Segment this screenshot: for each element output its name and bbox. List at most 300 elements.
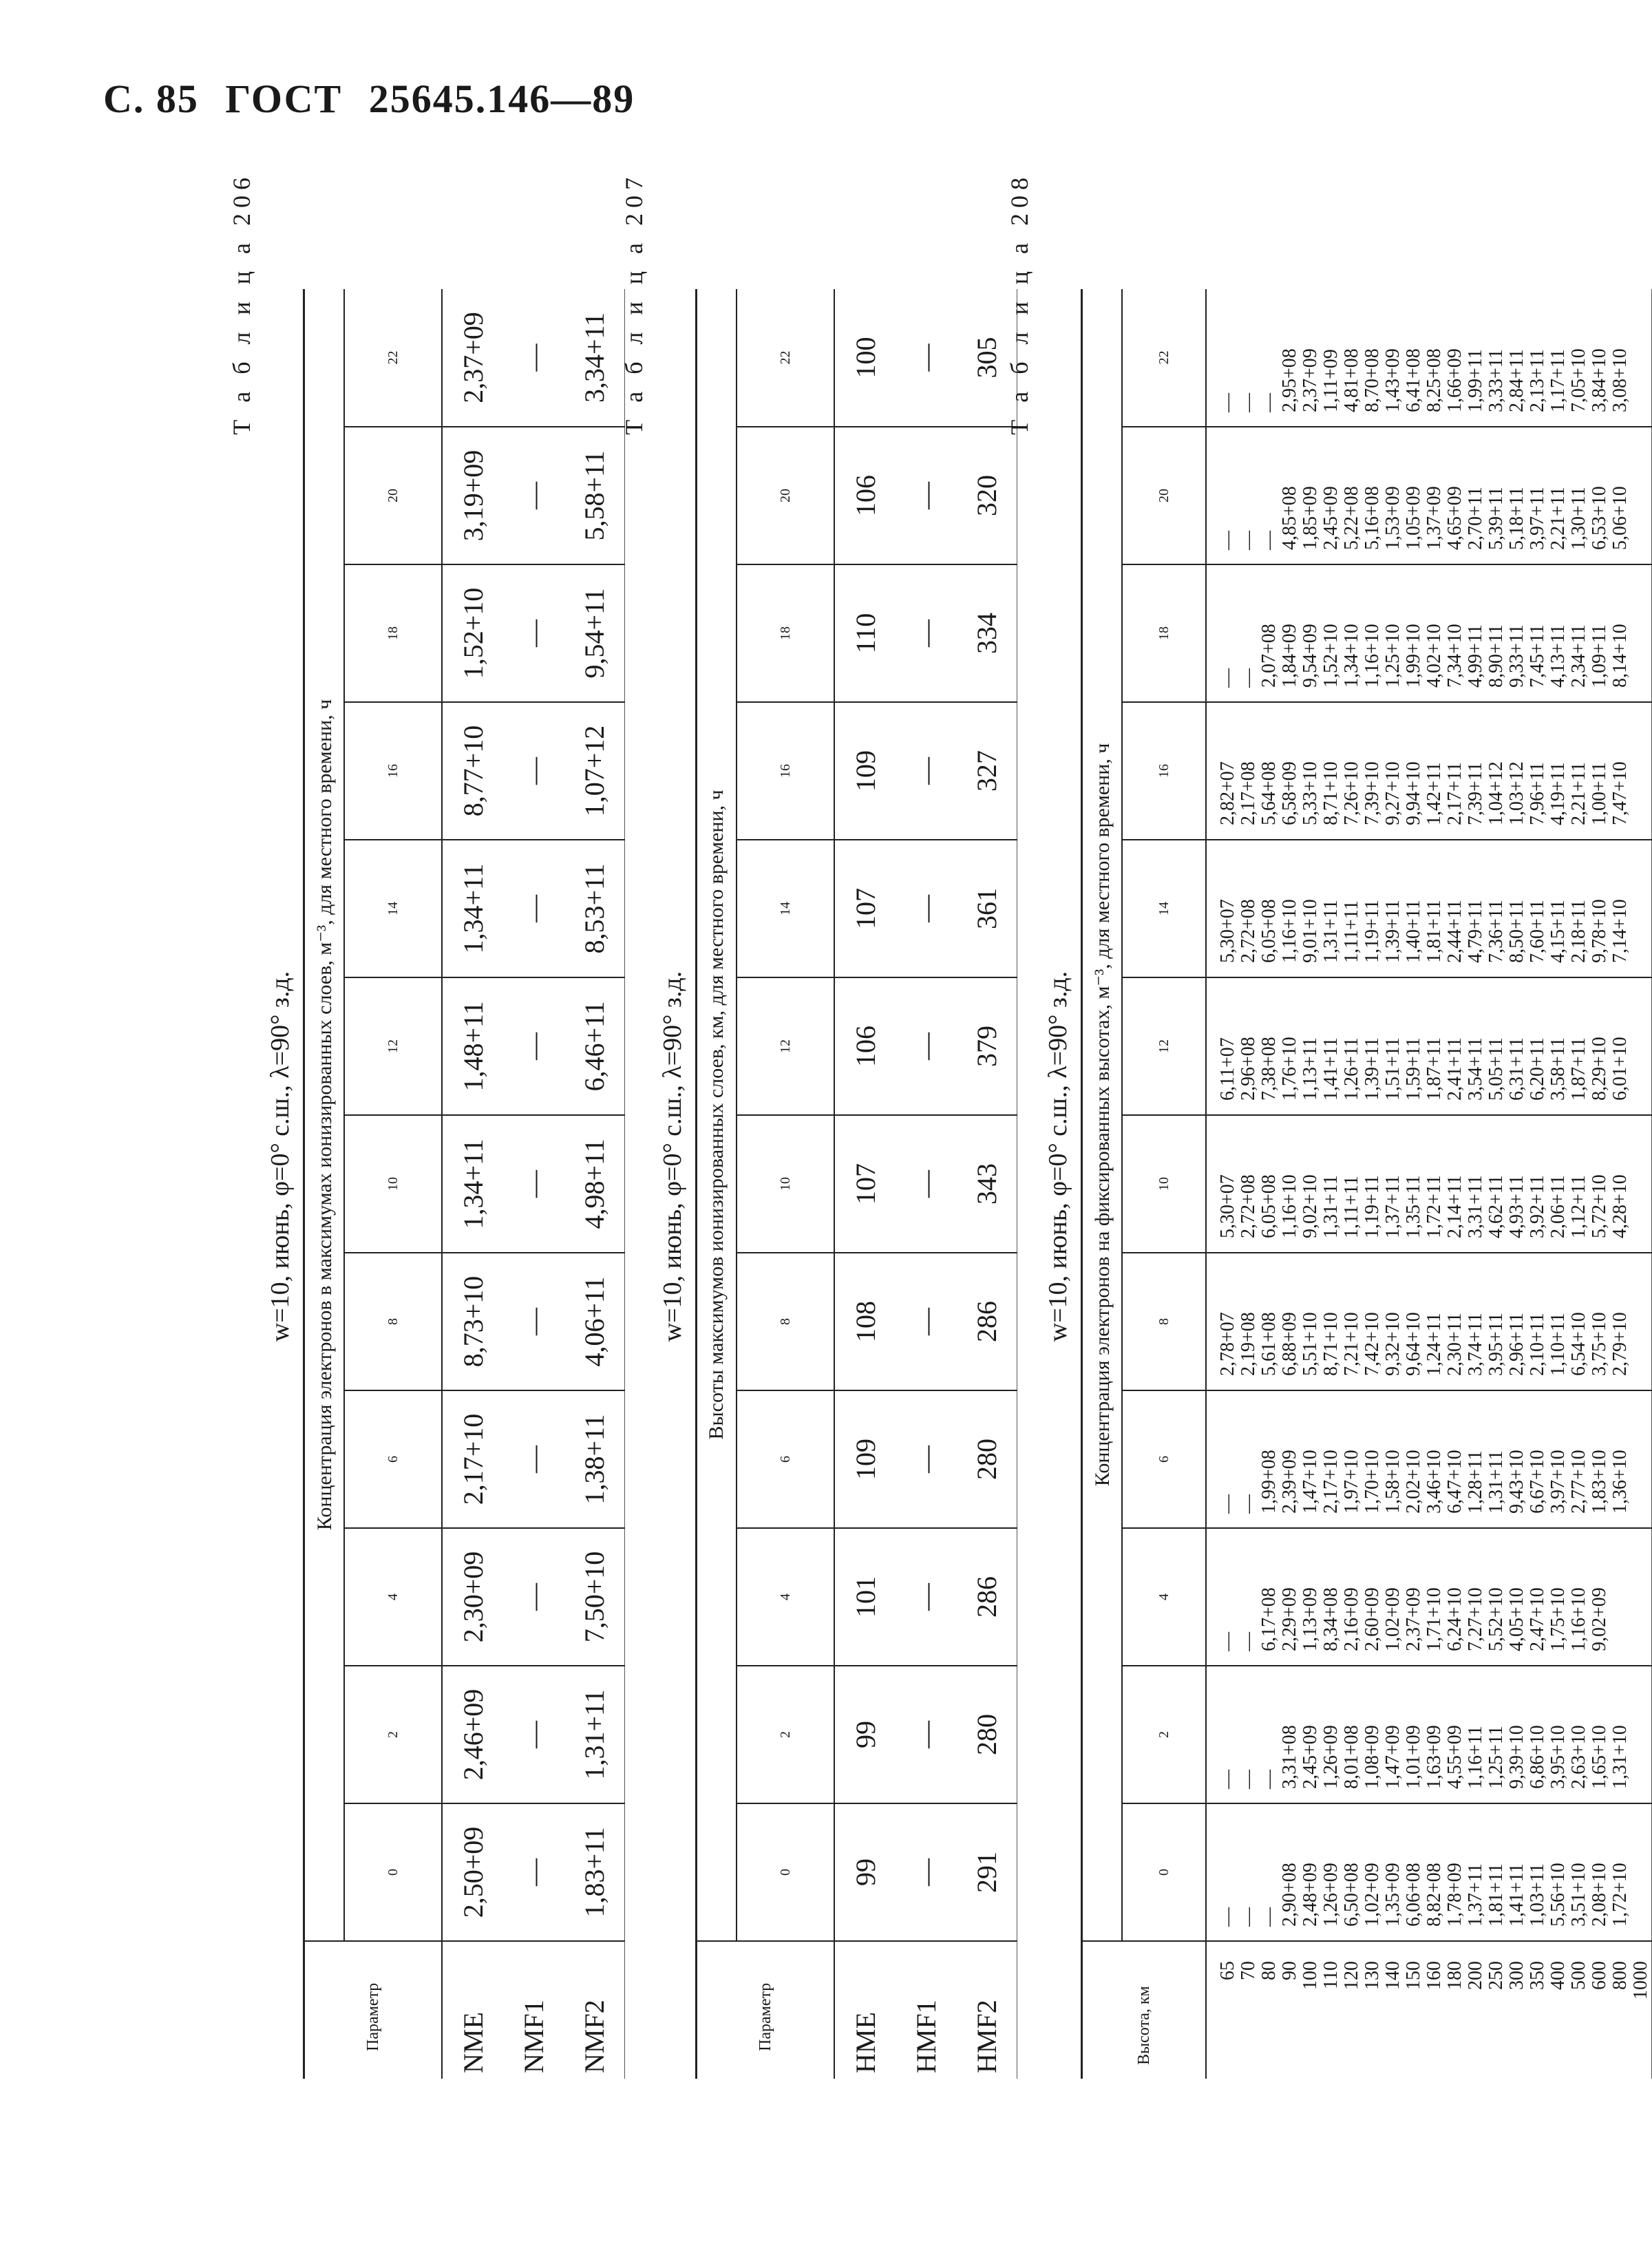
table-row <box>834 289 896 2079</box>
table-body-row <box>1206 289 1652 2079</box>
cell-value: 9,02+10 <box>1300 1174 1321 1238</box>
cell-value: 1,39+11 <box>1382 900 1404 963</box>
table-207-title: w=10, июнь, φ=0° с.ш., λ=90° з.д. <box>658 971 687 1342</box>
hour-header: 0 <box>1122 1803 1206 1941</box>
cell-value: 7,39+11 <box>1465 762 1486 825</box>
cell-value: 3,92+11 <box>1527 1175 1548 1238</box>
values-cell <box>1206 840 1652 977</box>
cell-value: 3,33+11 <box>1485 349 1507 412</box>
cell-value: 2,45+09 <box>1300 1725 1321 1789</box>
cell-value: 1,08+09 <box>1362 1725 1383 1789</box>
cell-value: — <box>503 1528 564 1666</box>
hour-header: 14 <box>1122 840 1206 977</box>
cell-value: — <box>896 564 956 702</box>
values-cell <box>1206 1115 1652 1253</box>
cell-value: 8,90+11 <box>1485 624 1507 688</box>
cell-value: 8,70+08 <box>1362 348 1383 412</box>
cell-value: 2,17+10 <box>1320 1450 1342 1514</box>
cell-value: 1,11+11 <box>1341 1176 1362 1238</box>
cell-value: — <box>1217 668 1238 688</box>
cell-value: 9,94+10 <box>1403 761 1424 825</box>
cell-value: 9,54+11 <box>564 564 625 702</box>
cell-value: 6,11+07 <box>1217 1037 1238 1101</box>
cell-value: 2,19+08 <box>1238 1312 1259 1376</box>
hour-header: 6 <box>344 1390 442 1528</box>
cell-value: 5,06+10 <box>1609 486 1631 550</box>
hour-header: 10 <box>344 1115 442 1253</box>
table-row <box>564 289 625 2079</box>
cell-value: 8,73+10 <box>442 1253 503 1390</box>
cell-value: 1,31+11 <box>1320 900 1342 963</box>
cell-value: 1,81+11 <box>1423 900 1445 963</box>
cell-value: 5,30+07 <box>1217 899 1238 963</box>
cell-value: 1,42+11 <box>1423 762 1445 825</box>
height-value: 1000 <box>1630 1961 1651 2000</box>
cell-value: 3,95+11 <box>1485 1313 1507 1376</box>
cell-value: 6,17+08 <box>1258 1587 1280 1651</box>
cell-value: 2,70+11 <box>1465 487 1486 550</box>
cell-value: — <box>503 1390 564 1528</box>
cell-value: 2,21+11 <box>1547 487 1569 550</box>
cell-value: 1,34+10 <box>1341 624 1362 688</box>
cell-value: 1,30+11 <box>1568 487 1589 550</box>
cell-value: 5,39+11 <box>1485 487 1507 550</box>
hour-header: 14 <box>737 840 834 977</box>
cell-value: 110 <box>834 564 896 702</box>
cell-value: 4,99+11 <box>1465 624 1486 688</box>
height-value: 200 <box>1465 1961 1486 1990</box>
cell-value: 1,48+11 <box>442 977 503 1115</box>
height-value: 120 <box>1341 1961 1362 1990</box>
cell-value: 2,46+09 <box>442 1666 503 1803</box>
cell-value: 2,14+11 <box>1444 1175 1465 1238</box>
cell-value: 286 <box>956 1528 1017 1666</box>
hour-header: 4 <box>1122 1528 1206 1666</box>
cell-value: 2,16+09 <box>1341 1587 1362 1651</box>
cell-value: — <box>1258 1770 1280 1789</box>
cell-value: 1,11+11 <box>1341 900 1362 963</box>
cell-value: 1,47+10 <box>1300 1450 1321 1514</box>
cell-value: 2,29+09 <box>1279 1587 1300 1651</box>
height-value: 110 <box>1320 1961 1342 1989</box>
hour-header: 22 <box>344 289 442 427</box>
cell-value: 6,58+09 <box>1279 761 1300 825</box>
cell-value: 1,58+10 <box>1382 1450 1404 1514</box>
cell-value: 9,02+09 <box>1589 1587 1610 1651</box>
cell-value: 1,76+10 <box>1279 1037 1300 1101</box>
hour-header: 4 <box>737 1528 834 1666</box>
cell-value: 3,97+10 <box>1547 1450 1569 1514</box>
hour-header-row <box>344 289 442 2079</box>
cell-value: — <box>896 1528 956 1666</box>
super-header: Концентрация электронов в максимумах ионизированных слоев, м⁻³, для местного времени, ч <box>304 289 345 1941</box>
cell-value: 2,96+08 <box>1238 1037 1259 1101</box>
cell-value: 5,16+08 <box>1362 486 1383 550</box>
cell-value: — <box>503 564 564 702</box>
cell-value: 8,71+10 <box>1320 1312 1342 1376</box>
cell-value: — <box>1258 531 1280 550</box>
cell-value: 9,33+11 <box>1506 624 1527 688</box>
cell-value: 6,05+08 <box>1258 899 1280 963</box>
cell-value: 7,42+10 <box>1362 1312 1383 1376</box>
cell-value: 6,41+08 <box>1403 348 1424 412</box>
cell-value: 8,53+11 <box>564 840 625 977</box>
cell-value: 2,48+09 <box>1300 1863 1321 1927</box>
cell-value: 286 <box>956 1253 1017 1390</box>
cell-value: 1,81+11 <box>1485 1863 1507 1927</box>
values-cell <box>1206 289 1652 427</box>
cell-value: 280 <box>956 1666 1017 1803</box>
cell-value: 2,10+11 <box>1527 1313 1548 1376</box>
values-cell <box>1206 1253 1652 1390</box>
cell-value: 1,36+10 <box>1609 1450 1631 1514</box>
cell-value: 2,79+10 <box>1609 1312 1631 1376</box>
cell-value: 7,05+10 <box>1568 348 1589 412</box>
cell-value: 6,86+10 <box>1527 1725 1548 1789</box>
cell-value: 1,71+10 <box>1423 1587 1445 1651</box>
cell-value: 1,13+09 <box>1300 1587 1321 1651</box>
cell-value: 1,31+11 <box>1320 1175 1342 1238</box>
cell-value: 3,84+10 <box>1589 348 1610 412</box>
cell-value: 9,01+10 <box>1300 899 1321 963</box>
height-value: 140 <box>1382 1961 1404 1990</box>
hour-header: 18 <box>1122 564 1206 702</box>
cell-value: 7,39+10 <box>1362 761 1383 825</box>
param-header: Параметр <box>697 1941 835 2079</box>
cell-value: 1,72+11 <box>1423 1175 1445 1238</box>
cell-value: 4,98+11 <box>564 1115 625 1253</box>
cell-value: 3,58+11 <box>1547 1037 1569 1101</box>
cell-value: — <box>896 702 956 840</box>
cell-value: 5,56+10 <box>1547 1863 1569 1927</box>
hour-header: 2 <box>1122 1666 1206 1803</box>
values-cell <box>1206 702 1652 840</box>
cell-value: 2,96+11 <box>1506 1313 1527 1376</box>
height-value: 500 <box>1568 1961 1589 1990</box>
cell-value: 2,08+10 <box>1589 1863 1610 1927</box>
cell-value: — <box>1238 393 1259 412</box>
values-cell <box>1206 427 1652 564</box>
cell-value: 2,30+09 <box>442 1528 503 1666</box>
cell-value: — <box>503 840 564 977</box>
cell-value: 1,19+11 <box>1362 900 1383 963</box>
cell-value: — <box>503 1115 564 1253</box>
cell-value: 1,03+12 <box>1506 761 1527 825</box>
cell-value: — <box>503 977 564 1115</box>
cell-value: 2,78+07 <box>1217 1312 1238 1376</box>
cell-value: 7,34+10 <box>1444 624 1465 688</box>
height-value: 300 <box>1506 1961 1527 1990</box>
cell-value: 8,01+08 <box>1341 1725 1362 1789</box>
cell-value: 8,71+10 <box>1320 761 1342 825</box>
cell-value: 1,25+11 <box>1485 1726 1507 1789</box>
cell-value: 2,60+09 <box>1362 1587 1383 1651</box>
cell-value: 8,29+10 <box>1589 1037 1610 1101</box>
cell-value: — <box>503 702 564 840</box>
cell-value: 1,35+09 <box>1382 1863 1404 1927</box>
cell-value: 8,14+10 <box>1609 624 1631 688</box>
height-value: 80 <box>1258 1961 1280 1980</box>
cell-value: 2,44+11 <box>1444 900 1465 963</box>
cell-value: — <box>1238 1907 1259 1927</box>
cell-value: 6,53+10 <box>1589 486 1610 550</box>
cell-value: 7,26+10 <box>1341 761 1362 825</box>
cell-value: 1,65+10 <box>1589 1725 1610 1789</box>
cell-value: 1,40+11 <box>1403 900 1424 963</box>
cell-value: 1,31+11 <box>564 1666 625 1803</box>
cell-value: 9,54+09 <box>1300 624 1321 688</box>
cell-value: 9,78+10 <box>1589 899 1610 963</box>
cell-value: 4,62+11 <box>1485 1175 1507 1238</box>
cell-value: 1,39+11 <box>1362 1037 1383 1101</box>
cell-value: 6,54+10 <box>1568 1312 1589 1376</box>
cell-value: 1,01+09 <box>1403 1725 1424 1789</box>
cell-value: 2,84+11 <box>1506 349 1527 412</box>
cell-value: 2,13+11 <box>1527 349 1548 412</box>
hour-header: 10 <box>737 1115 834 1253</box>
page-number: С. 85 <box>103 76 199 121</box>
cell-value: 4,15+11 <box>1547 900 1569 963</box>
cell-value: 1,99+11 <box>1465 349 1486 412</box>
height-value: 130 <box>1362 1961 1383 1990</box>
cell-value: 2,47+10 <box>1527 1587 1548 1651</box>
hour-header-row <box>737 289 834 2079</box>
cell-value: 1,31+10 <box>1609 1725 1631 1789</box>
cell-value: 6,06+08 <box>1403 1863 1424 1927</box>
cell-value: 7,14+10 <box>1609 899 1631 963</box>
cell-value: 4,79+11 <box>1465 900 1486 963</box>
cell-value: 4,13+11 <box>1547 624 1569 688</box>
cell-value: 1,19+11 <box>1362 1175 1383 1238</box>
cell-value: 3,31+08 <box>1279 1725 1300 1789</box>
cell-value: 2,17+08 <box>1238 761 1259 825</box>
cell-value: — <box>896 427 956 564</box>
cell-value: 109 <box>834 1390 896 1528</box>
cell-value: 1,41+11 <box>1506 1863 1527 1927</box>
cell-value: 2,82+07 <box>1217 761 1238 825</box>
table-206-block <box>145 172 613 2120</box>
cell-value: 1,09+11 <box>1589 624 1610 688</box>
cell-value: 4,55+09 <box>1444 1725 1465 1789</box>
cell-value: 379 <box>956 977 1017 1115</box>
super-header-row <box>1082 289 1123 2079</box>
cell-value: 1,43+09 <box>1382 348 1404 412</box>
cell-value: 9,64+10 <box>1403 1312 1424 1376</box>
cell-value: — <box>503 1803 564 1941</box>
cell-value: 2,34+11 <box>1568 624 1589 688</box>
values-cell <box>1206 1803 1652 1941</box>
cell-value: 7,27+10 <box>1465 1587 1486 1651</box>
table-row <box>442 289 503 2079</box>
standard-label: ГОСТ <box>225 76 343 121</box>
cell-value: 108 <box>834 1253 896 1390</box>
cell-value: 3,19+09 <box>442 427 503 564</box>
hour-header: 8 <box>1122 1253 1206 1390</box>
cell-value: 5,51+10 <box>1300 1312 1321 1376</box>
super-header: Высоты максимумов ионизированных слоев, км, для местного времени, ч <box>697 289 737 1941</box>
cell-value: 1,59+11 <box>1403 1037 1424 1101</box>
cell-value: 334 <box>956 564 1017 702</box>
table-208-title: w=10, июнь, φ=0° с.ш., λ=90° з.д. <box>1044 971 1072 1342</box>
cell-value: 4,02+10 <box>1423 624 1445 688</box>
hour-header: 16 <box>737 702 834 840</box>
hour-header: 2 <box>737 1666 834 1803</box>
cell-value: 1,16+10 <box>1568 1587 1589 1651</box>
hour-header: 0 <box>737 1803 834 1941</box>
cell-value: 1,35+11 <box>1403 1175 1424 1238</box>
cell-value: 8,34+08 <box>1320 1587 1342 1651</box>
cell-value: 291 <box>956 1803 1017 1941</box>
height-value: 600 <box>1589 1961 1610 1990</box>
cell-value: 7,60+11 <box>1527 900 1548 963</box>
hour-header: 8 <box>344 1253 442 1390</box>
cell-value: 3,08+10 <box>1609 348 1631 412</box>
cell-value: 5,72+10 <box>1589 1174 1610 1238</box>
cell-value: 4,65+09 <box>1444 486 1465 550</box>
cell-value: 8,82+08 <box>1423 1863 1445 1927</box>
hour-header: 20 <box>737 427 834 564</box>
cell-value: 99 <box>834 1666 896 1803</box>
cell-value: 1,37+11 <box>1465 1863 1486 1927</box>
cell-value: 1,34+11 <box>442 1115 503 1253</box>
cell-value: 106 <box>834 977 896 1115</box>
cell-value: 8,77+10 <box>442 702 503 840</box>
cell-value: 7,96+11 <box>1527 762 1548 825</box>
hour-header-row <box>1122 289 1206 2079</box>
cell-value: — <box>1258 393 1280 412</box>
cell-value: — <box>1217 1907 1238 1927</box>
rotated-tables <box>145 124 1651 2120</box>
values-cell <box>1206 977 1652 1115</box>
cell-value: — <box>503 1666 564 1803</box>
cell-value: 5,64+08 <box>1258 761 1280 825</box>
cell-value: 6,05+08 <box>1258 1174 1280 1238</box>
cell-value: 1,10+11 <box>1547 1313 1569 1376</box>
cell-value: 3,34+11 <box>564 289 625 427</box>
cell-value: — <box>1217 1632 1238 1651</box>
cell-value: 1,84+09 <box>1279 624 1300 688</box>
cell-value: — <box>1238 1770 1259 1789</box>
cell-value: 1,31+11 <box>1485 1450 1507 1514</box>
cell-value: 6,88+09 <box>1279 1312 1300 1376</box>
cell-value: 2,37+09 <box>1403 1587 1424 1651</box>
cell-value: — <box>1217 1494 1238 1514</box>
cell-value: 2,77+10 <box>1568 1450 1589 1514</box>
row-param: HMF1 <box>896 1941 956 2079</box>
row-param: NMF1 <box>503 1941 564 2079</box>
cell-value: 343 <box>956 1115 1017 1253</box>
cell-value: 99 <box>834 1803 896 1941</box>
hour-header: 16 <box>1122 702 1206 840</box>
page-header <box>103 76 650 122</box>
cell-value: 1,04+12 <box>1485 761 1507 825</box>
cell-value: 1,16+10 <box>1279 1174 1300 1238</box>
cell-value: 2,37+09 <box>1300 348 1321 412</box>
cell-value: 2,30+11 <box>1444 1313 1465 1376</box>
hour-header: 12 <box>1122 977 1206 1115</box>
cell-value: 107 <box>834 840 896 977</box>
table-208-block <box>1005 172 1651 2120</box>
cell-value: 1,78+09 <box>1444 1863 1465 1927</box>
cell-value: — <box>1238 668 1259 688</box>
cell-value: — <box>896 840 956 977</box>
cell-value: — <box>1238 531 1259 550</box>
cell-value: 1,97+10 <box>1341 1450 1362 1514</box>
cell-value: 4,06+11 <box>564 1253 625 1390</box>
cell-value: 1,70+10 <box>1362 1450 1383 1514</box>
cell-value: 2,17+10 <box>442 1390 503 1528</box>
cell-value: 305 <box>956 289 1017 427</box>
cell-value: 7,50+10 <box>564 1528 625 1666</box>
table-206-label: Т а б л и ц а 206 <box>228 172 255 435</box>
cell-value: 6,20+11 <box>1527 1037 1548 1101</box>
table-207 <box>695 289 1017 2079</box>
cell-value: 3,75+10 <box>1589 1312 1610 1376</box>
cell-value: 1,16+11 <box>1465 1726 1486 1789</box>
cell-value: 2,02+10 <box>1403 1450 1424 1514</box>
cell-value: 6,47+10 <box>1444 1450 1465 1514</box>
cell-value: — <box>896 1253 956 1390</box>
cell-value: — <box>503 1253 564 1390</box>
cell-value: 1,53+09 <box>1382 486 1404 550</box>
cell-value: 9,43+10 <box>1506 1450 1527 1514</box>
cell-value: 7,21+10 <box>1341 1312 1362 1376</box>
cell-value: 1,24+11 <box>1423 1313 1445 1376</box>
cell-value: 1,87+11 <box>1568 1037 1589 1101</box>
height-value: 100 <box>1300 1961 1321 1990</box>
cell-value: 5,33+10 <box>1300 761 1321 825</box>
cell-value: 1,12+11 <box>1568 1175 1589 1238</box>
row-param: NME <box>442 1941 503 2079</box>
height-value: 90 <box>1279 1961 1300 1980</box>
cell-value: 9,32+10 <box>1382 1312 1404 1376</box>
cell-value: — <box>896 977 956 1115</box>
cell-value: 6,46+11 <box>564 977 625 1115</box>
cell-value: 8,50+11 <box>1506 900 1527 963</box>
height-header: Высота, км <box>1082 1941 1207 2079</box>
cell-value: 1,07+12 <box>564 702 625 840</box>
cell-value: 2,06+11 <box>1547 1175 1569 1238</box>
cell-value: 3,46+10 <box>1423 1450 1445 1514</box>
cell-value: 1,99+10 <box>1403 624 1424 688</box>
cell-value: 1,52+10 <box>442 564 503 702</box>
cell-value: — <box>896 1666 956 1803</box>
cell-value: 4,81+08 <box>1341 348 1362 412</box>
cell-value: 1,83+10 <box>1589 1450 1610 1514</box>
values-cell <box>1206 564 1652 702</box>
cell-value: 5,52+10 <box>1485 1587 1507 1651</box>
cell-value: 1,28+11 <box>1465 1450 1486 1514</box>
cell-value: 1,13+11 <box>1300 1037 1321 1101</box>
cell-value: 280 <box>956 1390 1017 1528</box>
cell-value: 7,38+08 <box>1258 1037 1280 1101</box>
table-207-label: Т а б л и ц а 207 <box>620 172 648 435</box>
cell-value: 1,63+09 <box>1423 1725 1445 1789</box>
cell-value: 2,07+08 <box>1258 624 1280 688</box>
hour-header: 18 <box>344 564 442 702</box>
cell-value: — <box>1217 393 1238 412</box>
cell-value: 2,50+09 <box>442 1803 503 1941</box>
hour-header: 16 <box>344 702 442 840</box>
cell-value: 1,34+11 <box>442 840 503 977</box>
param-header: Параметр <box>304 1941 443 2079</box>
cell-value: 7,36+11 <box>1485 900 1507 963</box>
table-row <box>503 289 564 2079</box>
cell-value: 2,39+09 <box>1279 1450 1300 1514</box>
cell-value: 3,54+11 <box>1465 1037 1486 1101</box>
cell-value: 1,16+10 <box>1279 899 1300 963</box>
hour-header: 8 <box>737 1253 834 1390</box>
